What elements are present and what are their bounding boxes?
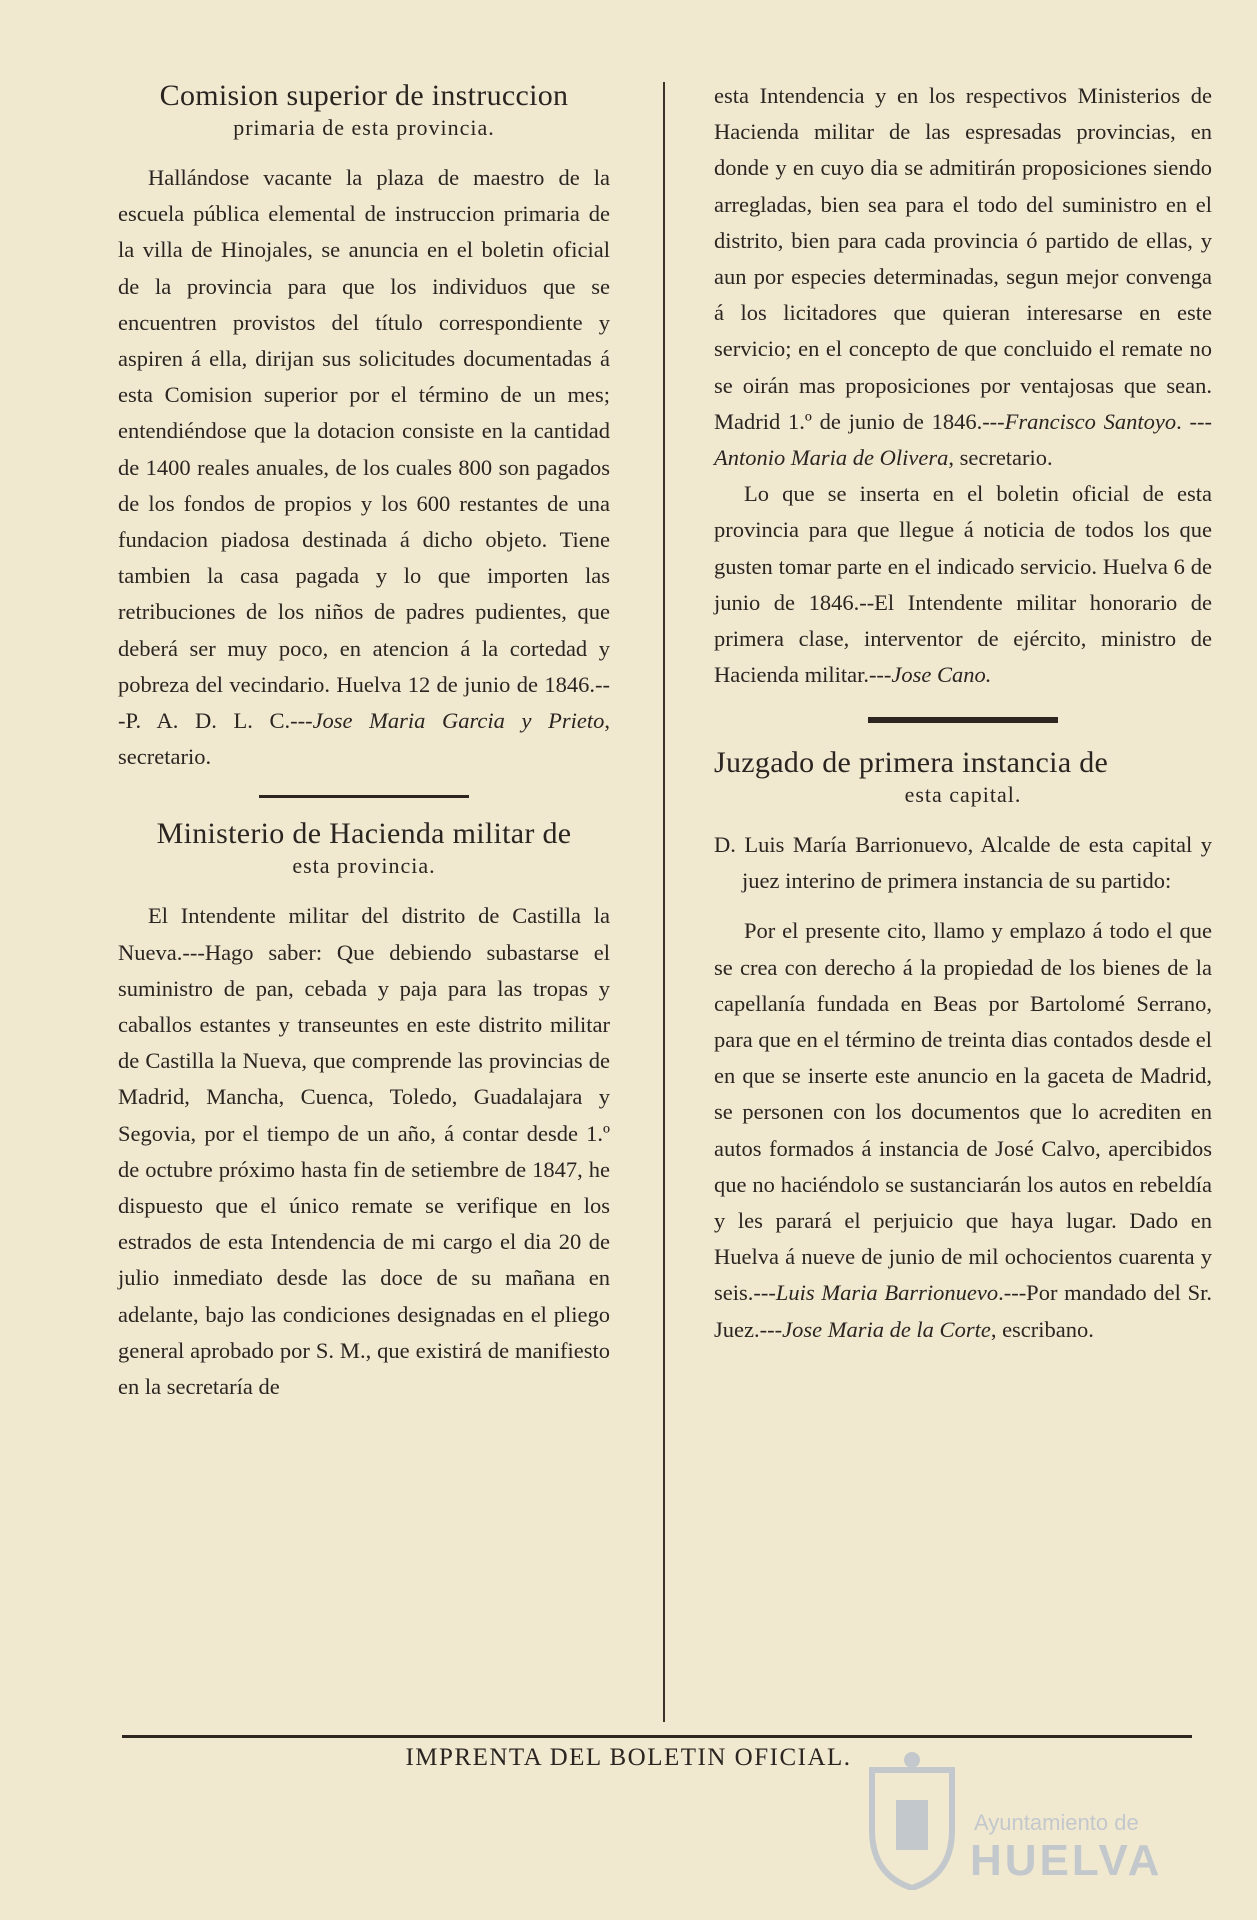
comision-title: Comision superior de instruccion: [159, 79, 569, 112]
ministerio-notice: [118, 816, 610, 1405]
ministerio-continuation: [714, 78, 1212, 693]
signature-olivera: Antonio Maria de Olivera: [714, 445, 949, 471]
juzgado-notice: [714, 745, 1212, 1347]
ministerio-cont-body2: Lo que se inserta en el boletin oficial de esta provincia para que llegue á noticia de todos los que gusten tomar parte en el indicado servicio. Huelva 6 de junio de 1846.--El Intendente militar honorario de primera clase, interventor de ejército, ministro de Hacienda militar.---Jose Cano.: [714, 481, 1212, 688]
section-divider: [259, 795, 469, 798]
comision-body: Hallándose vacante la plaza de maestro de la escuela pública elemental de instruccion primaria de la villa de Hinojales, se anuncia en el boletin oficial de la provincia para que los individuos que se encuentren provistos del título correspondiente y aspiren á ella, dirijan sus solicitudes documentadas á esta Comision superior por el término de un mes; entendiéndose que la dotacion consiste en la cantidad de 1400 reales anuales, de los cuales 800 son pagados de los fondos de propios y los 600 restantes de una fundacion piadosa destinada á dicho objeto. Tiene tambien la casa pagada y lo que importen las retribuciones de los niños de padres pudientes, que deberá ser muy poco, en atencion á la cortedad y pobreza del vecindario. Huelva 12 de junio de 1846.---P. A. D. L. C.---Jose Maria Garcia y Prieto, secretario.: [118, 165, 610, 770]
column-divider: [663, 82, 665, 1722]
signature-corte: Jose Maria de la Corte: [782, 1316, 991, 1342]
signature-barrionuevo: Luis Maria Barrionuevo: [775, 1280, 999, 1306]
imprint-line: IMPRENTA DEL BOLETIN OFICIAL.: [405, 1744, 852, 1771]
ministerio-cont-body: esta Intendencia y en los respectivos Ministerios de Hacienda militar de las espresadas provincias, en donde y en cuyo dia se admitirán proposiciones siendo arregladas, bien sea para el todo del suministro en el distrito, bien para cada provincia ó partido de ellas, y aun por especies determinadas, segun mejor convenga á los licitadores que quieran interesarse en este servicio; en el concepto de que concluido el remate no se oirán mas proposiciones por ventajosas que sean. Madrid 1.º de junio de 1846.---Francisco Santoyo. ---Antonio Maria de Olivera, secretario.: [714, 83, 1212, 471]
watermark-line1: Ayuntamiento de: [974, 1810, 1139, 1835]
city-crest-icon: [862, 1750, 962, 1890]
left-column: [118, 78, 610, 1405]
ministerio-title: Ministerio de Hacienda militar de: [156, 817, 572, 851]
juzgado-subtitle: esta capital.: [904, 782, 1022, 808]
juzgado-body: Por el presente cito, llamo y emplazo á todo el que se crea con derecho á la propiedad de los bienes de la capellanía fundada en Beas por Bartolomé Serrano, para que en el término de treinta dias contados desde el en que se inserte este anuncio en la gaceta de Madrid, se personen con los documentos que lo acrediten en autos formados á instancia de José Calvo, apercibidos que no haciéndolo se sustanciarán los autos en rebeldía y les parará el perjuicio que haya lugar. Dado en Huelva á nueve de junio de mil ochocientos cuarenta y seis.---Luis Maria Barrionuevo.---Por mandado del Sr. Juez.---Jose Maria de la Corte, escribano.: [714, 918, 1212, 1342]
watermark-line2: HUELVA: [970, 1836, 1163, 1885]
ministerio-subtitle: esta provincia.: [292, 853, 436, 879]
comision-signature: Jose Maria Garcia y Prieto: [312, 708, 605, 734]
footer-rule: [122, 1735, 1192, 1738]
right-column: [714, 78, 1212, 1348]
section-divider-thick: [868, 717, 1058, 723]
signature-cano: Jose Cano.: [891, 662, 992, 688]
juzgado-title: Juzgado de primera instancia de: [714, 746, 1109, 780]
comision-notice: [118, 78, 610, 775]
signature-santoyo: Francisco Santoyo: [1004, 408, 1177, 434]
comision-subtitle: primaria de esta provincia.: [233, 115, 495, 140]
archive-watermark: [862, 1750, 1202, 1900]
ministerio-body: El Intendente militar del distrito de Castilla la Nueva.---Hago saber: Que debiendo subastarse el suministro de pan, cebada y paja para las tropas y caballos estantes y transeuntes en este distrito militar de Castilla la Nueva, que comprende las provincias de Madrid, Mancha, Cuenca, Toledo, Guadalajara y Segovia, por el tiempo de un año, á contar desde 1.º de octubre próximo hasta fin de setiembre de 1847, he dispuesto que el único remate se verifique en los estrados de esta Intendencia de mi cargo el dia 20 de julio inmediato desde las doce de su mañana en adelante, bajo las condiciones designadas en el pliego general aprobado por S. M., que existirá de manifiesto en la secretaría de: [118, 903, 610, 1400]
juzgado-heading-paragraph: D. Luis María Barrionuevo, Alcalde de esta capital y juez interino de primera instancia de su partido:: [714, 832, 1212, 894]
